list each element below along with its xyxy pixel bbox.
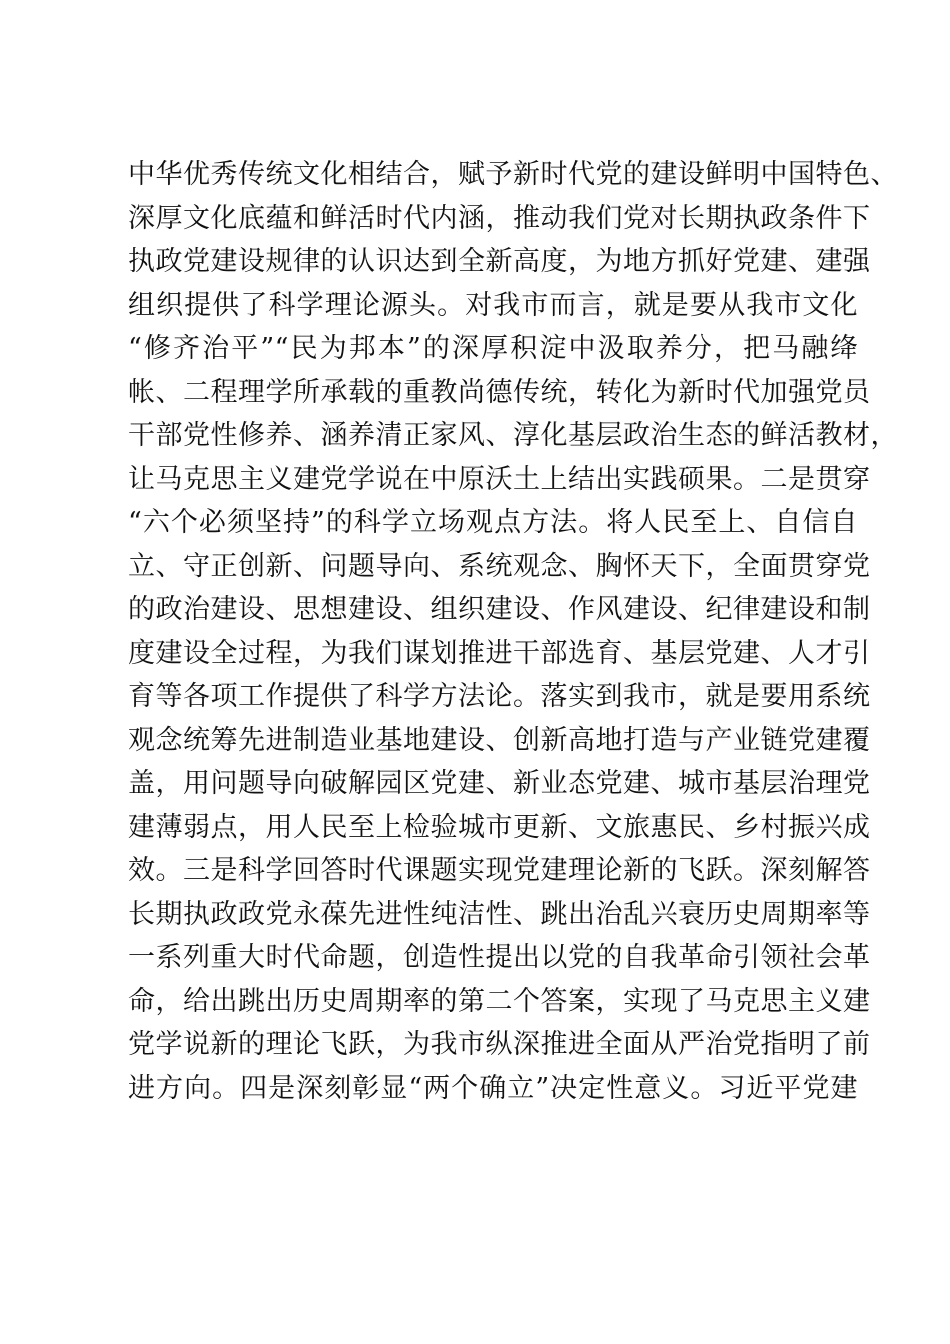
- text-line: 深厚文化底蕴和鲜活时代内涵，推动我们党对长期执政条件下: [128, 202, 871, 234]
- text-line: “修齐治平”“民为邦本”的深厚积淀中汲取养分，把马融绛: [128, 333, 858, 364]
- text-line: 建薄弱点，用人民至上检验城市更新、文旅惠民、乡村振兴成: [128, 811, 871, 843]
- text-line: 立、守正创新、问题导向、系统观念、胸怀天下，全面贯穿党: [128, 550, 871, 582]
- text-line: 组织提供了科学理论源头。对我市而言，就是要从我市文化: [128, 289, 858, 321]
- text-line: 盖，用问题导向破解园区党建、新业态党建、城市基层治理党: [128, 768, 871, 799]
- text-line: 干部党性修养、涵养清正家风、淳化基层政治生态的鲜活教材，: [128, 420, 898, 451]
- text-line: 党学说新的理论飞跃，为我市纵深推进全面从严治党指明了前: [128, 1029, 871, 1060]
- text-line: “六个必须坚持”的科学立场观点方法。将人民至上、自信自: [128, 507, 858, 538]
- text-line: 一系列重大时代命题，创造性提出以党的自我革命引领社会革: [128, 942, 871, 973]
- text-line: 中华优秀传统文化相结合，赋予新时代党的建设鲜明中国特色、: [128, 159, 898, 190]
- text-line: 长期执政政党永葆先进性纯洁性、跳出治乱兴衰历史周期率等: [128, 898, 871, 930]
- text-line: 命，给出跳出历史周期率的第二个答案，实现了马克思主义建: [128, 985, 871, 1017]
- text-line: 育等各项工作提供了科学方法论。落实到我市，就是要用系统: [128, 681, 871, 712]
- text-line: 度建设全过程，为我们谋划推进干部选育、基层党建、人才引: [128, 637, 871, 669]
- text-line: 效。三是科学回答时代课题实现党建理论新的飞跃。深刻解答: [128, 855, 871, 886]
- text-line: 执政党建设规律的认识达到全新高度，为地方抓好党建、建强: [128, 246, 871, 277]
- body-paragraph: [128, 153, 898, 1110]
- text-line: 观念统筹先进制造业基地建设、创新高地打造与产业链党建覆: [128, 724, 871, 756]
- text-line: 的政治建设、思想建设、组织建设、作风建设、纪律建设和制: [128, 594, 871, 625]
- text-line: 让马克思主义建党学说在中原沃土上结出实践硕果。二是贯穿: [128, 463, 871, 495]
- text-line: 进方向。四是深刻彰显“两个确立”决定性意义。习近平党建: [128, 1072, 858, 1104]
- text-line: 帐、二程理学所承载的重教尚德传统，转化为新时代加强党员: [128, 376, 871, 408]
